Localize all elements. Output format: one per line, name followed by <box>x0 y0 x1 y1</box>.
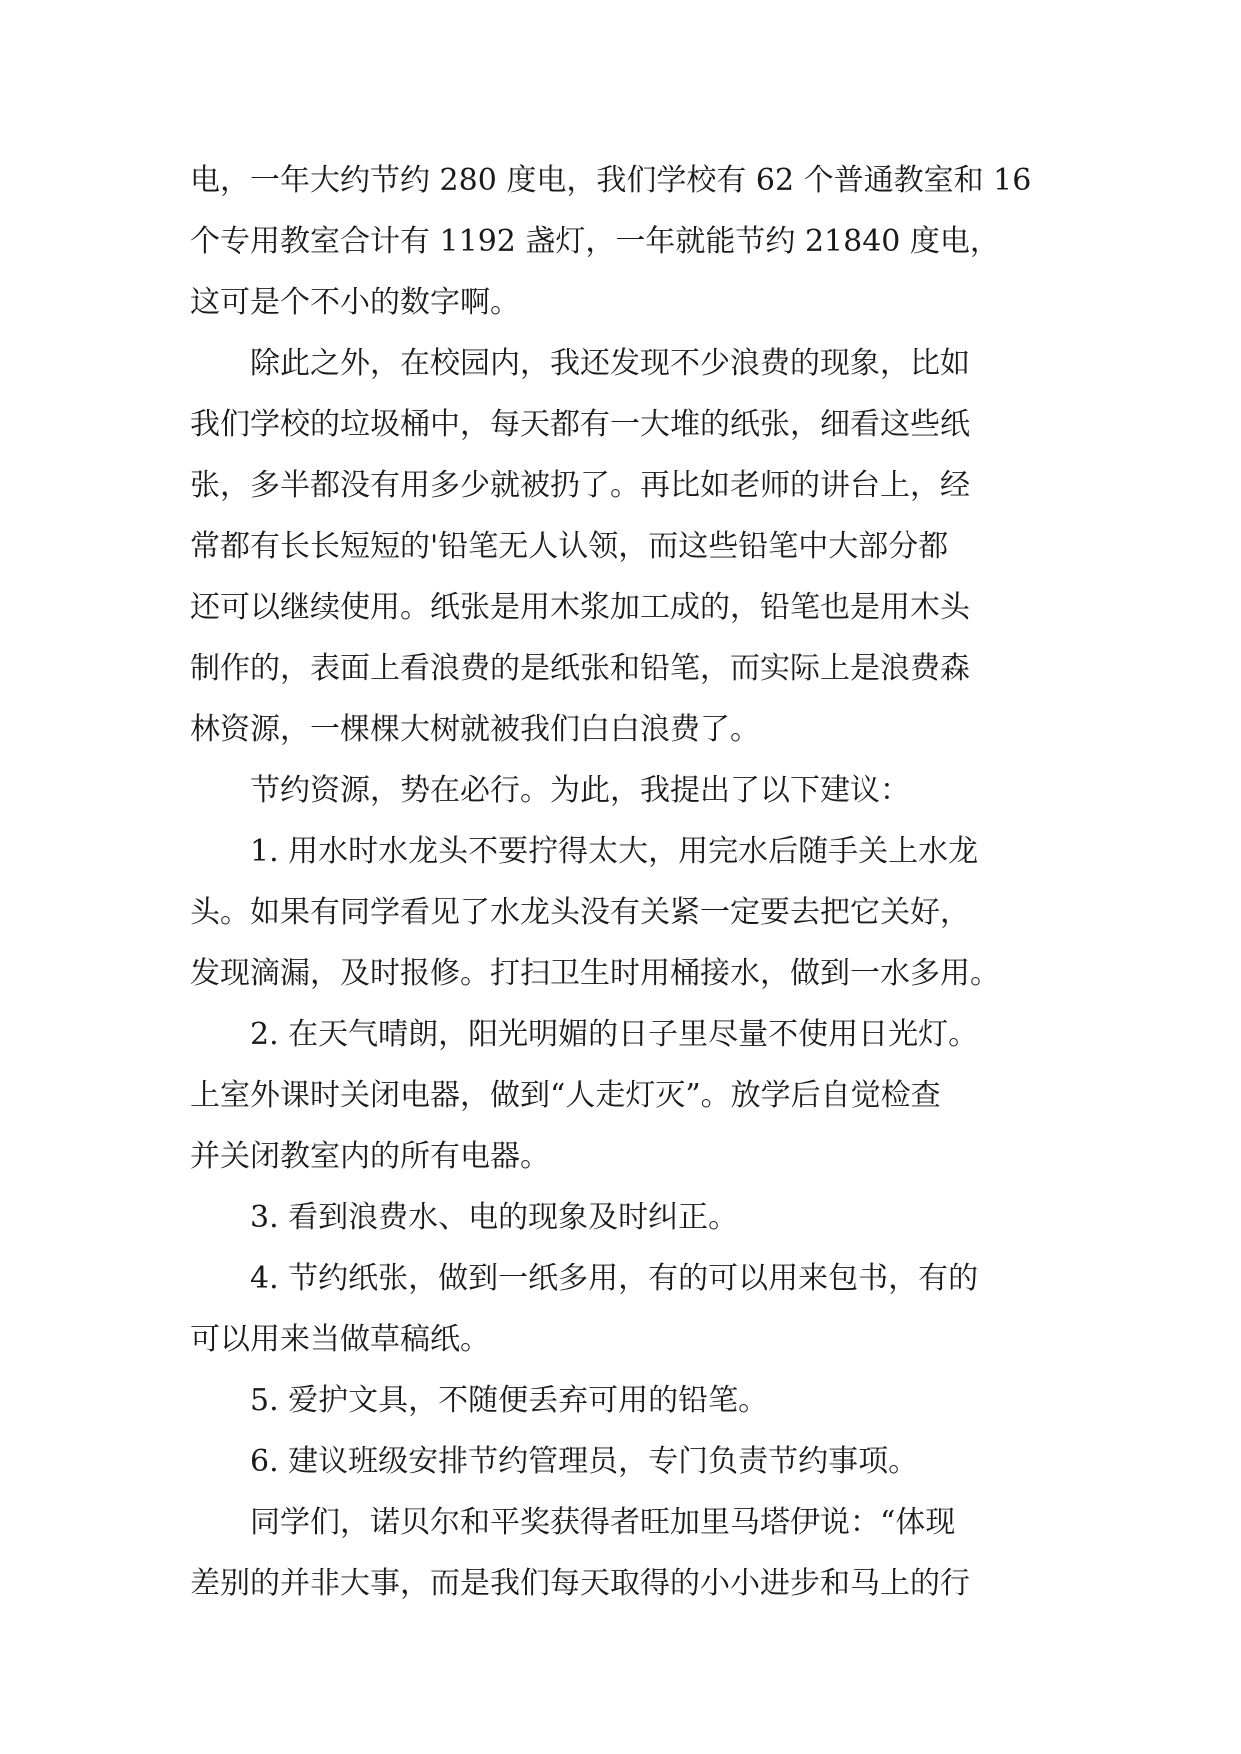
paragraph-waste-observations <box>190 333 1070 760</box>
text-line: 发现滴漏，及时报修。打扫卫生时用桶接水，做到一水多用。 <box>190 956 1000 991</box>
text-line: 5. 爱护文具，不随便丢弃可用的铅笔。 <box>250 1383 769 1418</box>
text-line: 头。如果有同学看见了水龙头没有关紧一定要去把它关好， <box>190 895 970 930</box>
text-line: 差别的并非大事，而是我们每天取得的小小进步和马上的行 <box>190 1566 970 1601</box>
text-line: 3. 看到浪费水、电的现象及时纠正。 <box>250 1200 739 1235</box>
text-line: 电，一年大约节约 280 度电，我们学校有 62 个普通教室和 16 <box>190 163 1032 198</box>
text-line: 这可是个不小的数字啊。 <box>190 285 520 320</box>
suggestion-item-2 <box>190 1004 1070 1187</box>
text-line: 制作的，表面上看浪费的是纸张和铅笔，而实际上是浪费森 <box>190 651 970 686</box>
text-line: 除此之外，在校园内，我还发现不少浪费的现象，比如 <box>250 346 970 381</box>
text-line: 林资源，一棵棵大树就被我们白白浪费了。 <box>190 712 760 747</box>
text-line: 4. 节约纸张，做到一纸多用，有的可以用来包书，有的 <box>250 1261 979 1296</box>
text-line: 我们学校的垃圾桶中，每天都有一大堆的纸张，细看这些纸 <box>190 407 970 442</box>
text-line: 常都有长长短短的'铅笔无人认领，而这些铅笔中大部分都 <box>190 529 949 564</box>
text-line: 上室外课时关闭电器，做到“人走灯灭”。放学后自觉检查 <box>190 1078 941 1113</box>
suggestion-item-6 <box>190 1431 1070 1492</box>
suggestion-item-1 <box>190 821 1070 1004</box>
text-line: 节约资源，势在必行。为此，我提出了以下建议： <box>250 773 910 808</box>
text-line: 6. 建议班级安排节约管理员，专门负责节约事项。 <box>250 1444 919 1479</box>
text-line: 个专用教室合计有 1192 盏灯，一年就能节约 21840 度电， <box>190 224 1000 259</box>
paragraph-electricity-savings <box>190 150 1070 333</box>
paragraph-proposal-intro <box>190 760 1070 821</box>
suggestion-item-5 <box>190 1370 1070 1431</box>
suggestion-item-3 <box>190 1187 1070 1248</box>
text-line: 并关闭教室内的所有电器。 <box>190 1139 550 1174</box>
paragraph-closing-quote <box>190 1492 1070 1614</box>
document-body <box>190 150 1070 1614</box>
text-line: 1. 用水时水龙头不要拧得太大，用完水后随手关上水龙 <box>250 834 979 869</box>
text-line: 2. 在天气晴朗，阳光明媚的日子里尽量不使用日光灯。 <box>250 1017 979 1052</box>
text-line: 还可以继续使用。纸张是用木浆加工成的，铅笔也是用木头 <box>190 590 970 625</box>
suggestion-item-4 <box>190 1248 1070 1370</box>
text-line: 可以用来当做草稿纸。 <box>190 1322 490 1357</box>
text-line: 同学们，诺贝尔和平奖获得者旺加里马塔伊说：“体现 <box>250 1505 956 1540</box>
text-line: 张，多半都没有用多少就被扔了。再比如老师的讲台上，经 <box>190 468 970 503</box>
